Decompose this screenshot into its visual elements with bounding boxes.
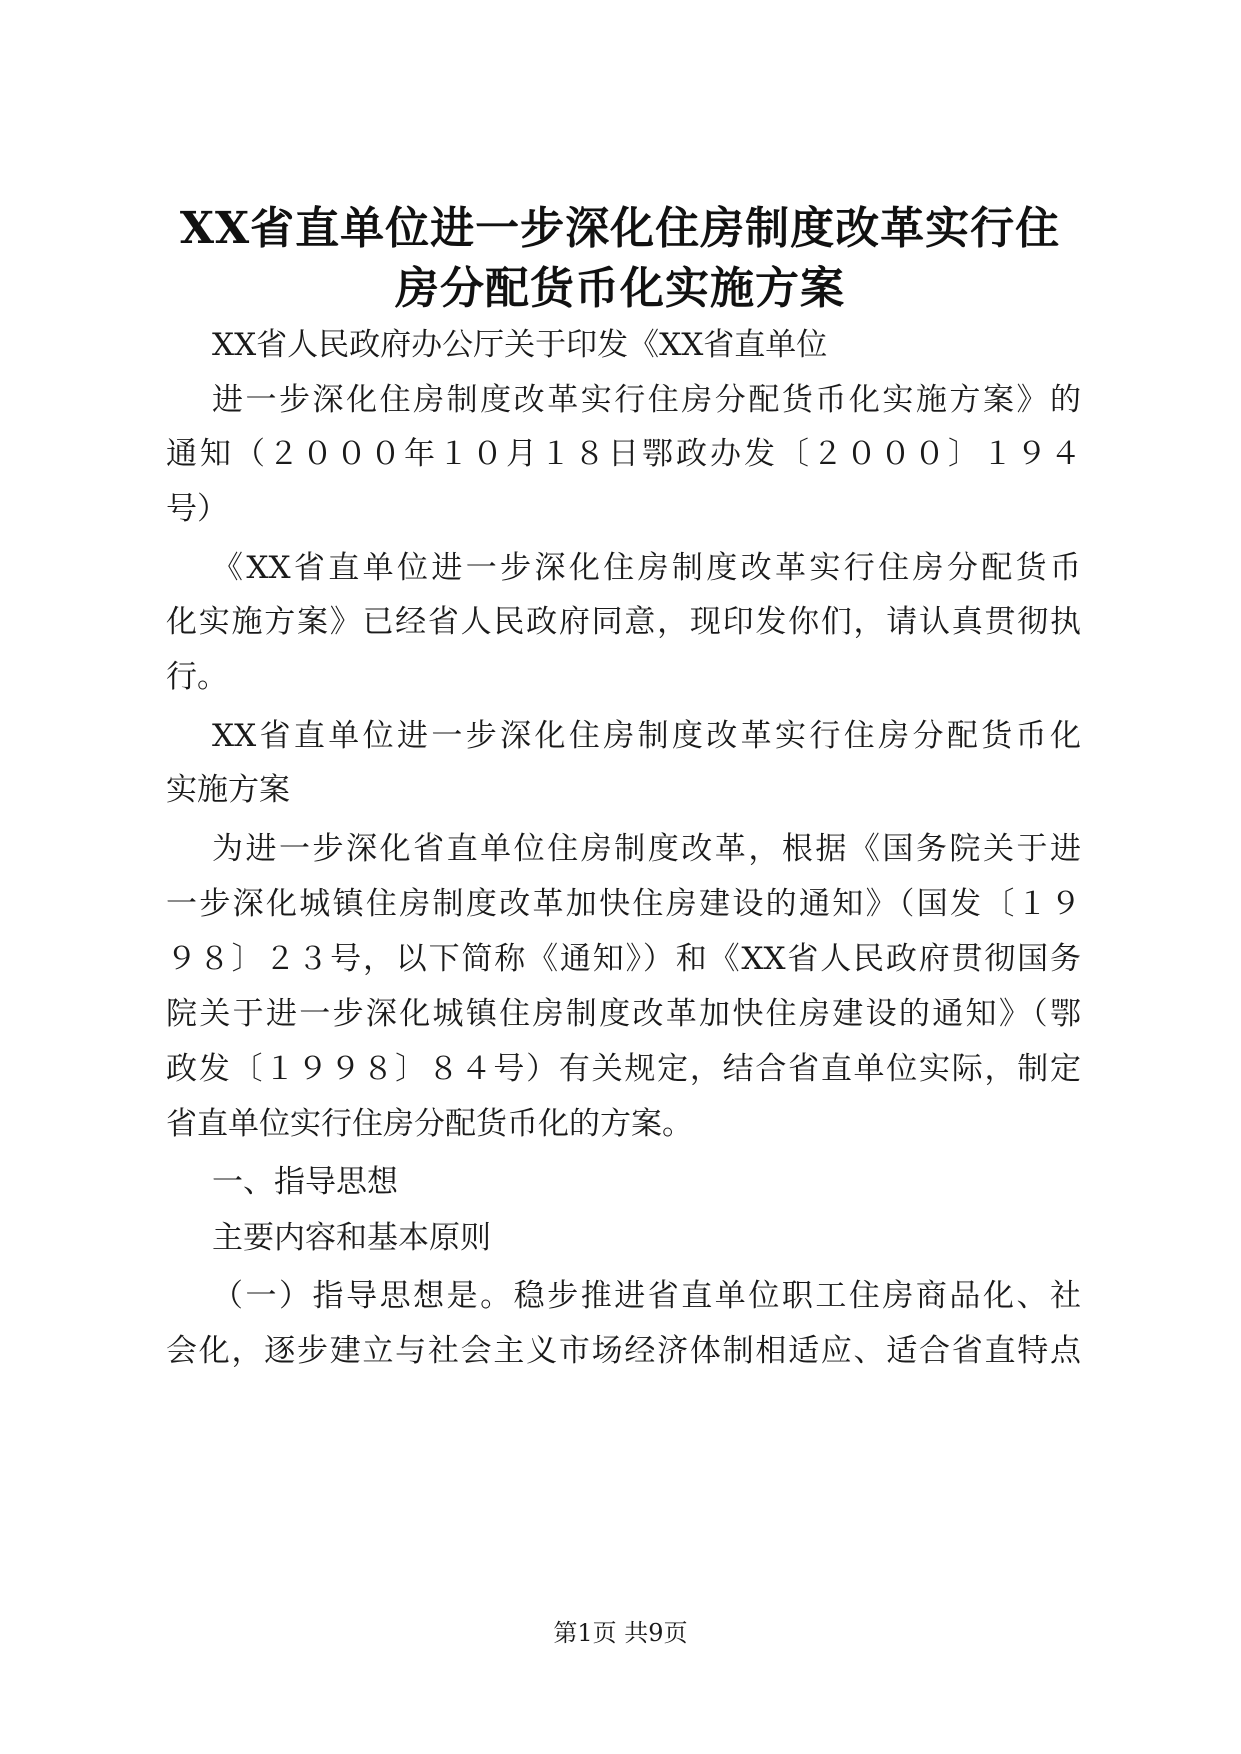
- body-line: 会化，逐步建立与社会主义市场经济体制相适应、适合省直特点: [166, 1333, 1081, 1369]
- document-title-line-1: XX省直单位进一步深化住房制度改革实行住: [179, 203, 1061, 254]
- body-line: 为进一步深化省直单位住房制度改革，根据《国务院关于进: [212, 831, 1081, 867]
- body-line: 行。: [166, 659, 228, 695]
- body-line: 院关于进一步深化城镇住房制度改革加快住房建设的通知》（鄂: [166, 996, 1081, 1032]
- body-line: 通知（２０００年１０月１８日鄂政办发〔２０００〕１９４: [166, 436, 1081, 472]
- body-line: XX省人民政府办公厅关于印发《XX省直单位: [212, 327, 828, 363]
- body-line: 进一步深化住房制度改革实行住房分配货币化实施方案》的: [212, 382, 1081, 418]
- body-line: 省直单位实行住房分配货币化的方案。: [166, 1106, 693, 1142]
- section-heading: 一、指导思想: [212, 1164, 398, 1200]
- body-line: 化实施方案》已经省人民政府同意，现印发你们，请认真贯彻执: [166, 604, 1081, 640]
- body-line: 号）: [166, 491, 228, 527]
- body-line: 《XX省直单位进一步深化住房制度改革实行住房分配货币: [212, 550, 1081, 586]
- body-line: 政发〔１９９８〕８４号）有关规定，结合省直单位实际，制定: [166, 1051, 1081, 1087]
- body-line: 实施方案: [166, 772, 290, 808]
- section-subheading: 主要内容和基本原则: [212, 1220, 491, 1256]
- document-title-line-2: 房分配货币化实施方案: [395, 263, 845, 314]
- body-line: XX省直单位进一步深化住房制度改革实行住房分配货币化: [212, 718, 1081, 754]
- body-line: （一）指导思想是。稳步推进省直单位职工住房商品化、社: [212, 1278, 1081, 1314]
- body-line: 一步深化城镇住房制度改革加快住房建设的通知》（国发〔１９: [166, 886, 1081, 922]
- page-number-footer: 第1页 共9页: [553, 1619, 688, 1647]
- body-line: ９８〕２３号，以下简称《通知》）和《XX省人民政府贯彻国务: [166, 941, 1081, 977]
